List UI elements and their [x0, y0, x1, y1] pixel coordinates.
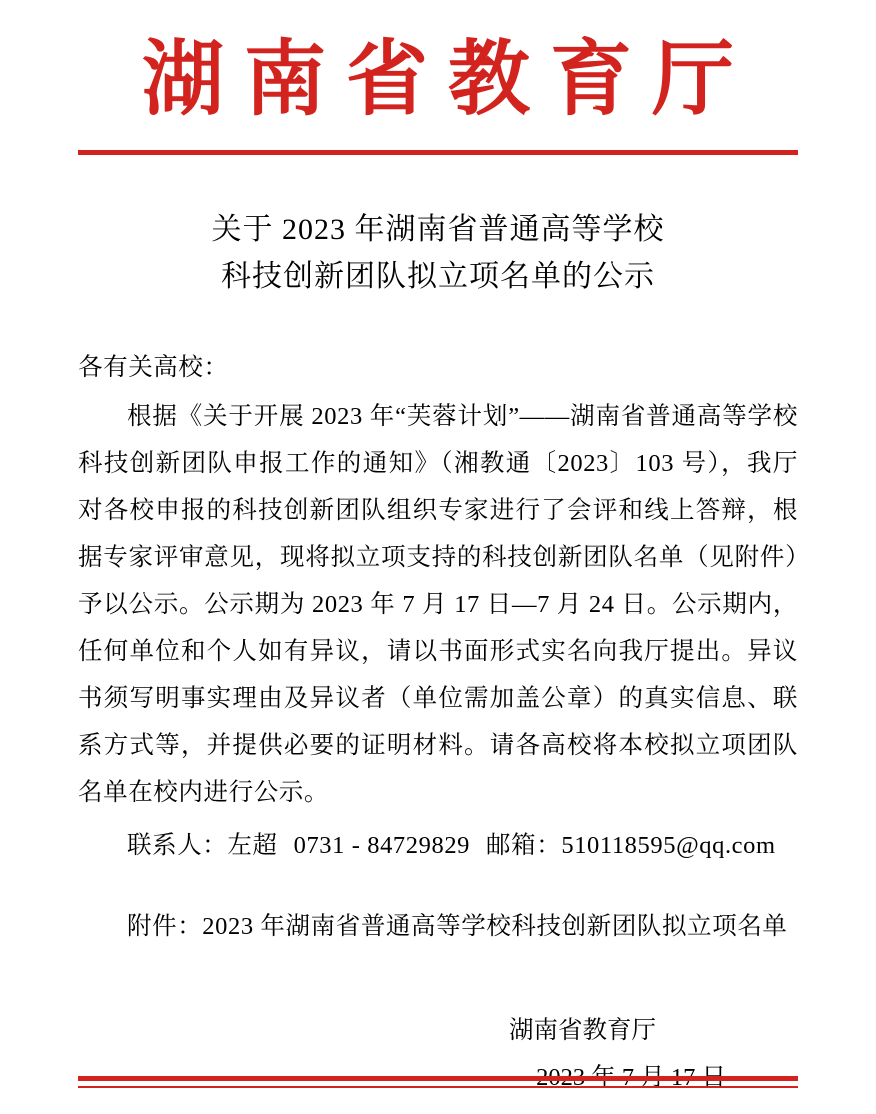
page-title-line-2: 科技创新团队拟立项名单的公示	[221, 259, 655, 293]
salutation: 各有关高校：	[78, 354, 229, 381]
body-paragraph-1: 根据《关于开展 2023 年“芙蓉计划”——湖南省普通高等学校科技创新团队申报工作的通知》（湘教通〔2023〕103 号），我厅对各校申报的科技创新团队组织专家进行了会评和线上答辩，根据专家评审意见，现将拟立项支持的科技创新团队名单（见附件）予以公示。公示期为 2023 年 7 月 17 日—7 月 24 日。公示期内，任何单位和个人如有异议，请以书面形式实名向我厅提出。异议书须写明事实理由及异议者（单位需加盖公章）的真实信息、联系方式等，并提供必要的证明材料。请各高校将本校拟立项团队名单在校内进行公示。	[78, 403, 798, 807]
email-value: 510118595@qq.com	[561, 832, 776, 860]
attachment-line: 附件：2023 年湖南省普通高等学校科技创新团队拟立项名单	[127, 913, 788, 941]
letterhead-organization: 湖南省教育厅	[141, 31, 754, 127]
contact-phone: 0731 - 84729829	[293, 832, 471, 860]
contact-line	[78, 822, 798, 869]
contact-label: 联系人：	[127, 832, 228, 860]
footer-rule-thick	[78, 1076, 798, 1081]
document-body	[78, 344, 798, 950]
footer-rule-thin	[78, 1086, 798, 1088]
header-divider-rule	[78, 150, 798, 155]
page-title	[78, 207, 798, 300]
email-label: 邮箱：	[486, 832, 562, 860]
contact-name: 左超	[227, 832, 278, 860]
page-title-line-1: 关于 2023 年湖南省普通高等学校	[211, 213, 665, 246]
signature-organization: 湖南省教育厅	[509, 1017, 656, 1045]
letterhead	[78, 0, 798, 127]
footer-divider	[78, 1076, 798, 1088]
